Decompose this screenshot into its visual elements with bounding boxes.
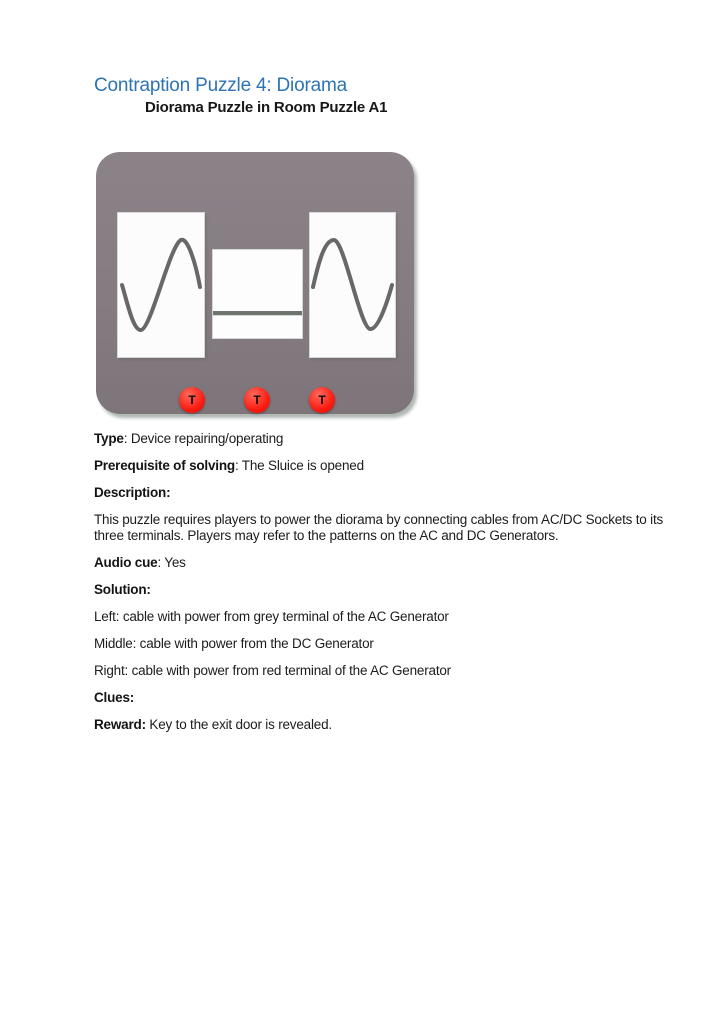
details-list — [94, 431, 686, 744]
detail-audio-cue: Audio cue: Yes — [94, 555, 186, 570]
detail-solution-heading: Solution: — [94, 582, 151, 597]
ac-wave-screen-left — [118, 213, 204, 357]
sine-wave-left-icon — [118, 213, 204, 357]
terminal-button-right: T — [309, 387, 335, 413]
detail-solution-left: Left: cable with power from grey terminal of the AC Generator — [94, 609, 449, 624]
detail-reward: Reward: Key to the exit door is revealed. — [94, 717, 332, 732]
detail-prerequisite: Prerequisite of solving: The Sluice is opened — [94, 458, 364, 473]
dc-screen-strip — [213, 316, 302, 338]
diorama-figure — [96, 152, 414, 414]
terminal-button-middle: T — [244, 387, 270, 413]
page-subtitle: Diorama Puzzle in Room Puzzle A1 — [145, 99, 388, 116]
ac-wave-screen-right — [310, 213, 395, 357]
detail-description-body: This puzzle requires players to power the diorama by connecting cables from AC/DC Sockets to its three terminals. Players may refer to the patterns on the AC and DC Generators. — [94, 512, 664, 543]
dc-screen — [213, 250, 302, 315]
detail-type: Type: Device repairing/operating — [94, 431, 284, 446]
page-title: Contraption Puzzle 4: Diorama — [94, 75, 347, 96]
detail-solution-middle: Middle: cable with power from the DC Generator — [94, 636, 374, 651]
detail-clues: Clues: — [94, 690, 135, 705]
detail-description-heading: Description: — [94, 485, 171, 500]
terminal-button-left: T — [179, 387, 205, 413]
detail-solution-right: Right: cable with power from red terminal of the AC Generator — [94, 663, 451, 678]
sine-wave-right-icon — [310, 213, 395, 357]
